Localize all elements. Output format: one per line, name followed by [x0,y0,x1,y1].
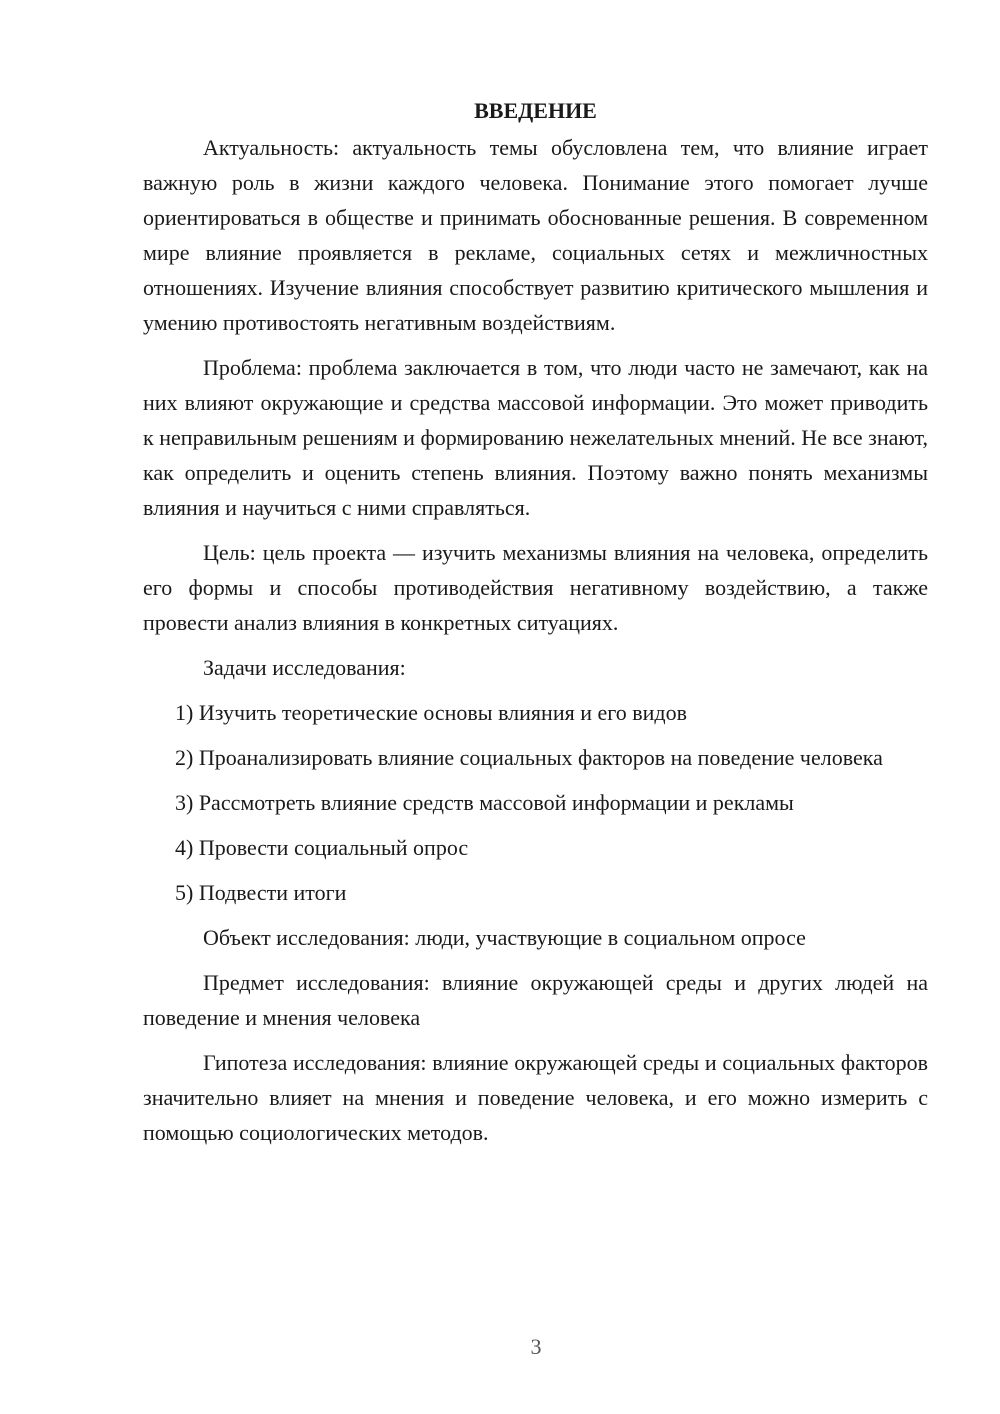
task-item-3: 3) Рассмотреть влияние средств массовой информации и рекламы [175,790,794,815]
page-number: 3 [530,1334,542,1359]
page-content [143,93,928,1160]
section-title: ВВЕДЕНИЕ [474,98,597,123]
task-item-2: 2) Проанализировать влияние социальных факторов на поведение человека [175,745,883,770]
task-item-1: 1) Изучить теоретические основы влияния и его видов [175,700,687,725]
research-object-paragraph: Объект исследования: люди, участвующие в социальном опросе [203,925,806,950]
goal-paragraph: Цель: цель проекта — изучить механизмы влияния на человека, определить его формы и способы противодействия негативному воздействию, а также провести анализ влияния в конкретных ситуациях. [143,540,928,635]
tasks-heading: Задачи исследования: [203,655,406,680]
research-subject-paragraph: Предмет исследования: влияние окружающей среды и других людей на поведение и мнения человека [143,970,928,1030]
hypothesis-paragraph: Гипотеза исследования: влияние окружающей среды и социальных факторов значительно влияет на мнения и поведение человека, и его можно измерить с помощью социологических методов. [143,1050,928,1145]
relevance-paragraph: Актуальность: актуальность темы обусловлена тем, что влияние играет важную роль в жизни каждого человека. Понимание этого помогает лучше ориентироваться в обществе и принимать обоснованные решения. В современном мире влияние проявляется в рекламе, социальных сетях и межличностных отношениях. Изучение влияния способствует развитию критического мышления и умению противостоять негативным воздействиям. [143,135,928,335]
task-item-4: 4) Провести социальный опрос [175,835,469,860]
problem-paragraph: Проблема: проблема заключается в том, что люди часто не замечают, как на них влияют окружающие и средства массовой информации. Это может приводить к неправильным решениям и формированию нежелательных мнений. Не все знают, как определить и оценить степень влияния. Поэтому важно понять механизмы влияния и научиться с ними справляться. [143,355,928,520]
task-item-5: 5) Подвести итоги [175,880,347,905]
